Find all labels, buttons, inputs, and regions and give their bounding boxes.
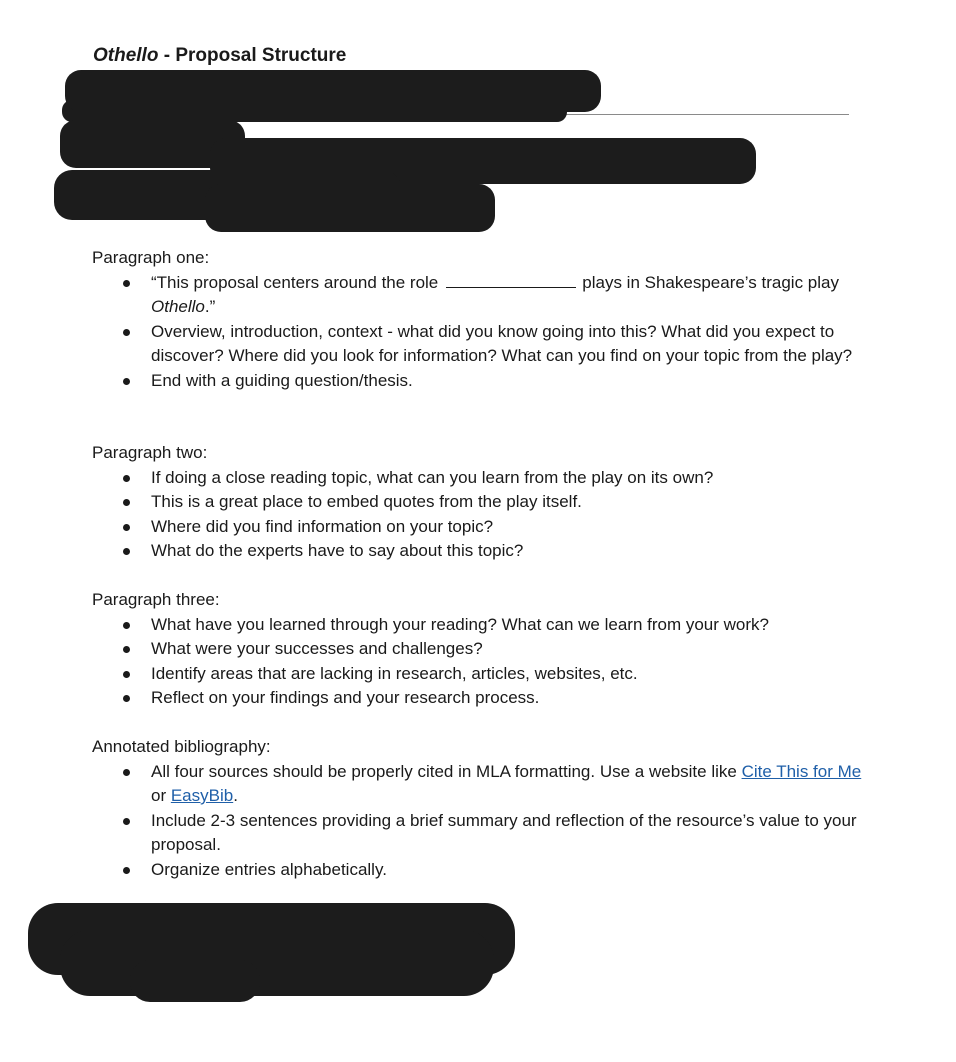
bullet-icon xyxy=(123,548,130,555)
bullet-icon xyxy=(123,671,130,678)
list-item: “This proposal centers around the role plays in Shakespeare’s tragic play Othello.” xyxy=(92,271,872,320)
bullet-icon xyxy=(123,646,130,653)
bullet-list xyxy=(92,613,872,711)
list-item: All four sources should be properly cited in MLA formatting. Use a website like Cite This for Me or EasyBib. xyxy=(92,760,872,809)
document-title xyxy=(93,44,346,68)
bullet-icon xyxy=(123,378,130,385)
section-heading: Paragraph two: xyxy=(92,443,208,462)
section-paragraph-one xyxy=(92,246,872,393)
bullet-icon xyxy=(123,818,130,825)
list-item: What have you learned through your reading? What can we learn from your work? xyxy=(92,613,872,638)
list-item: Organize entries alphabetically. xyxy=(92,858,872,883)
section-paragraph-three xyxy=(92,588,872,711)
list-item: What do the experts have to say about this topic? xyxy=(92,539,872,564)
bullet-list xyxy=(92,271,872,394)
list-item: If doing a close reading topic, what can you learn from the play on its own? xyxy=(92,466,872,491)
bullet-icon xyxy=(123,695,130,702)
redaction-mark xyxy=(205,184,495,232)
title-rest: - Proposal Structure xyxy=(158,45,347,66)
name-line xyxy=(565,114,849,115)
bullet-list xyxy=(92,466,872,564)
cite-this-for-me-link[interactable]: Cite This for Me xyxy=(741,761,862,781)
bullet-icon xyxy=(123,867,130,874)
fill-in-blank xyxy=(446,286,576,288)
section-annotated-bibliography xyxy=(92,735,872,882)
bullet-icon xyxy=(123,622,130,629)
section-heading: Annotated bibliography: xyxy=(92,737,271,756)
list-item: This is a great place to embed quotes from the play itself. xyxy=(92,490,872,515)
list-item: Include 2-3 sentences providing a brief summary and reflection of the resource’s value to your proposal. xyxy=(92,809,872,858)
bullet-icon xyxy=(123,329,130,336)
section-heading: Paragraph three: xyxy=(92,590,220,609)
list-item: Where did you find information on your topic? xyxy=(92,515,872,540)
section-paragraph-two xyxy=(92,441,872,564)
redaction-mark xyxy=(65,70,601,112)
section-heading: Paragraph one: xyxy=(92,248,210,267)
bullet-icon xyxy=(123,280,130,287)
list-item: Overview, introduction, context - what did you know going into this? What did you expect to discover? Where did you look for information? What can you find on your topic from the play? xyxy=(92,320,872,369)
bullet-icon xyxy=(123,524,130,531)
list-item: Reflect on your findings and your research process. xyxy=(92,686,872,711)
redaction-mark xyxy=(60,930,494,996)
bullet-list xyxy=(92,760,872,883)
bullet-icon xyxy=(123,475,130,482)
list-item: End with a guiding question/thesis. xyxy=(92,369,872,394)
redaction-mark xyxy=(130,960,260,1002)
easybib-link[interactable]: EasyBib xyxy=(170,786,234,805)
list-item: Identify areas that are lacking in research, articles, websites, etc. xyxy=(92,662,872,687)
bullet-icon xyxy=(123,769,130,776)
bullet-icon xyxy=(123,499,130,506)
list-item: What were your successes and challenges? xyxy=(92,637,872,662)
title-play-name: Othello xyxy=(93,45,159,66)
